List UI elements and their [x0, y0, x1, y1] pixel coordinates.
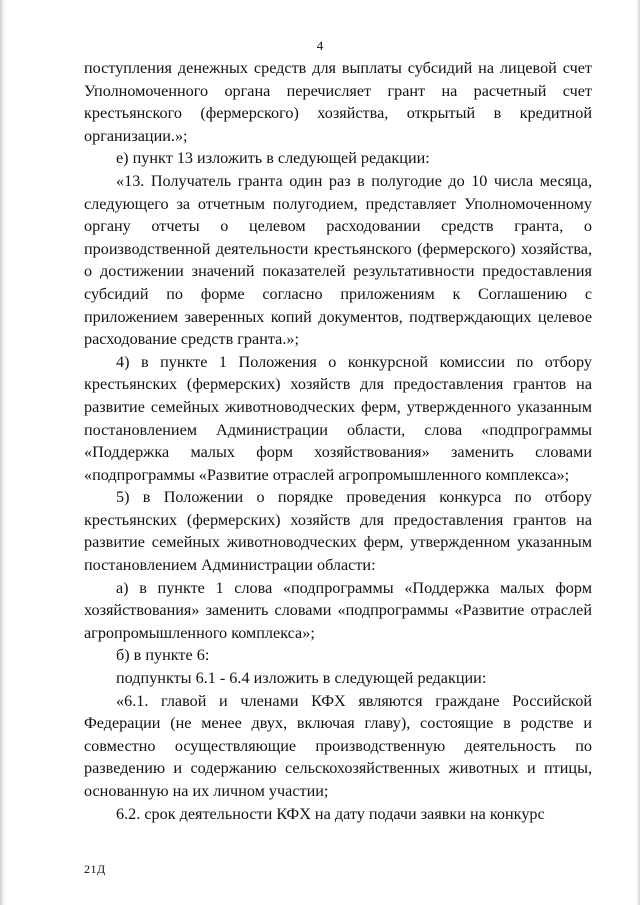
page-number: 4 [316, 38, 324, 53]
paragraph-item-5: 5) в Положении о порядке проведения конкурса по отбору крестьянских (фермерских) хозяйств для предоставления грантов на развитие семейных животноводческих ферм, утвержденном указанным постановлением Администрации области: [84, 488, 592, 575]
document-body [84, 57, 592, 825]
paragraph-clause-6-2: 6.2. срок деятельности КФХ на дату подачи заявки на конкурс [116, 804, 545, 823]
scan-edge-right [636, 0, 640, 905]
paragraph-item-e: е) пункт 13 изложить в следующей редакции: [116, 149, 430, 168]
document-code: 21Д [84, 862, 106, 876]
paragraph-item-a: а) в пункте 1 слова «подпрограммы «Поддержка малых форм хозяйствования» заменить словами «подпрограммы «Развитие отраслей агропромышленного комплекса»; [84, 578, 592, 642]
paragraph-subitems-6-1-6-4: подпункты 6.1 - 6.4 изложить в следующей редакции: [116, 669, 487, 688]
paragraph-item-b: б) в пункте 6: [116, 646, 210, 665]
scan-edge-left [0, 0, 6, 905]
paragraph-clause-6-1: «6.1. главой и членами КФХ являются граждане Российской Федерации (не менее двух, включая главу), состоящие в родстве и совместно осуществляющие производственную деятельность по разведению и содержанию сельскохозяйственных животных и птицы, основанную на их личном участии; [84, 691, 592, 800]
paragraph-clause-13: «13. Получатель гранта один раз в полугодие до 10 числа месяца, следующего за отчетным полугодием, представляет Уполномоченному органу отчеты о целевом расходовании средств гранта, о производственной деятельности крестьянского (фермерского) хозяйства, о достижении значений показателей результативности предоставления субсидий по форме согласно приложениям к Соглашению с приложением заверенных копий документов, подтверждающих целевое расходование средств гранта.»; [84, 171, 592, 349]
paragraph-item-4: 4) в пункте 1 Положения о конкурсной комиссии по отбору крестьянских (фермерских) хозяйств для предоставления грантов на развитие семейных животноводческих ферм, утвержденного указанным постановлением Администрации области, слова «подпрограммы «Поддержка малых форм хозяйствования» заменить словами «подпрограммы «Развитие отраслей агропромышленного комплекса»; [84, 352, 592, 484]
paragraph-grant-transfer: поступления денежных средств для выплаты субсидий на лицевой счет Уполномоченного органа перечисляет грант на расчетный счет крестьянского (фермерского) хозяйства, открытый в кредитной организации.»; [84, 59, 592, 145]
